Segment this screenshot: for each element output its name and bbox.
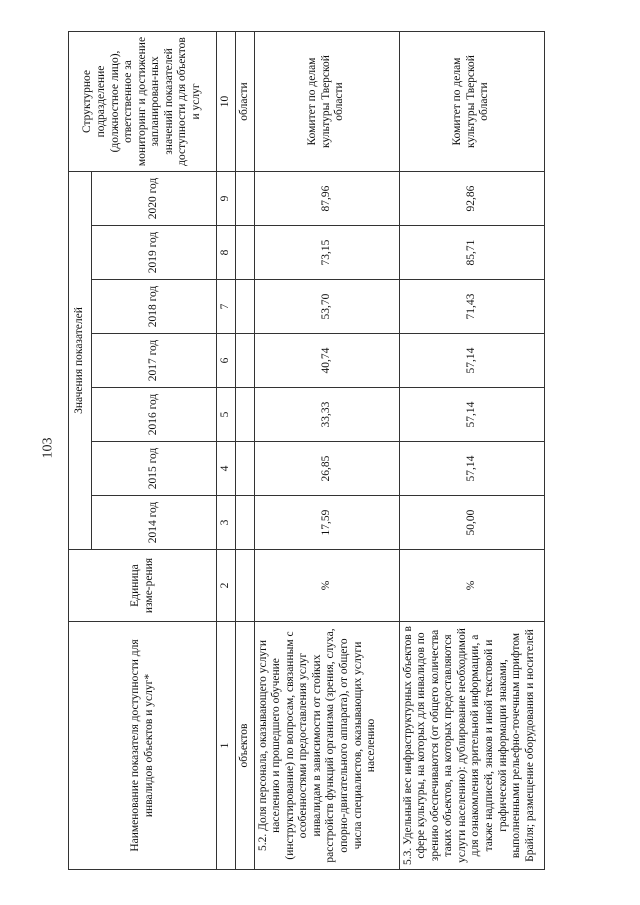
column-numbers-row [217,32,236,870]
indicator-name: 5.2. Доля персонала, оказывающего услуги населению и прошедшего обучение (инструктирование) по вопросам, связанным с особенностями предоставления услуг инвалидам в зависимости от стойких расстройств функций организма (зрения, слуха, опорно-двигательного аппарата), от общего числа специалистов, оказывающих услуги населению [254,622,399,870]
header-year-2014: 2014 год [92,496,217,550]
value-2017: 40,74 [254,334,399,388]
value-2017: 57,14 [399,334,544,388]
header-year-2015: 2015 год [92,442,217,496]
column-number: 10 [217,32,236,172]
header-responsible: Структурное подразделение (должностное лицо), ответственное за мониторинг и достижение запланирован-ных значений показателей доступности для объектов и услуг [69,32,217,172]
page-number: 103 [40,437,56,459]
value-2016: 57,14 [399,388,544,442]
value-2015: 26,85 [254,442,399,496]
value-2018: 71,43 [399,280,544,334]
column-number: 7 [217,280,236,334]
value-2016: 33,33 [254,388,399,442]
header-year-2016: 2016 год [92,388,217,442]
responsible-body: Комитет по делам культуры Тверской области [399,32,544,172]
header-unit: Единица изме-рения [69,550,217,622]
continuation-row [236,32,255,870]
value-2015: 57,14 [399,442,544,496]
indicator-unit: % [254,550,399,622]
column-number: 9 [217,172,236,226]
header-year-2019: 2019 год [92,226,217,280]
table-row [399,32,544,870]
rotated-page [68,32,628,870]
column-number: 4 [217,442,236,496]
column-number: 2 [217,550,236,622]
column-number: 1 [217,622,236,870]
value-2019: 73,15 [254,226,399,280]
continuation-name: объектов [236,622,255,870]
table-row [254,32,399,870]
header-row-1 [69,32,92,870]
header-year-2017: 2017 год [92,334,217,388]
header-year-2018: 2018 год [92,280,217,334]
value-2014: 17,59 [254,496,399,550]
column-number: 3 [217,496,236,550]
value-2020: 92,86 [399,172,544,226]
continuation-responsible: области [236,32,255,172]
value-2019: 85,71 [399,226,544,280]
responsible-body: Комитет по делам культуры Тверской области [254,32,399,172]
value-2020: 87,96 [254,172,399,226]
indicators-table [68,31,545,870]
header-indicator-name: Наименование показателя доступности для инвалидов объектов и услуг* [69,622,217,870]
value-2014: 50,00 [399,496,544,550]
header-year-2020: 2020 год [92,172,217,226]
column-number: 6 [217,334,236,388]
column-number: 8 [217,226,236,280]
value-2018: 53,70 [254,280,399,334]
header-values-group: Значения показателей [69,172,92,550]
indicator-name: 5.3. Удельный вес инфраструктурных объектов в сфере культуры, на которых для инвалидов по зрению обеспечиваются (от общего количества таких объектов, на которых предоставляются услуги населению): дублирование необходимой для ознакомления зрительной информации, а также надписей, знаков и иной текстовой и графической информации знаками, выполненными рельефно-точечным шрифтом Брайля; размещение оборудования и носителей [399,622,544,870]
indicator-unit: % [399,550,544,622]
column-number: 5 [217,388,236,442]
